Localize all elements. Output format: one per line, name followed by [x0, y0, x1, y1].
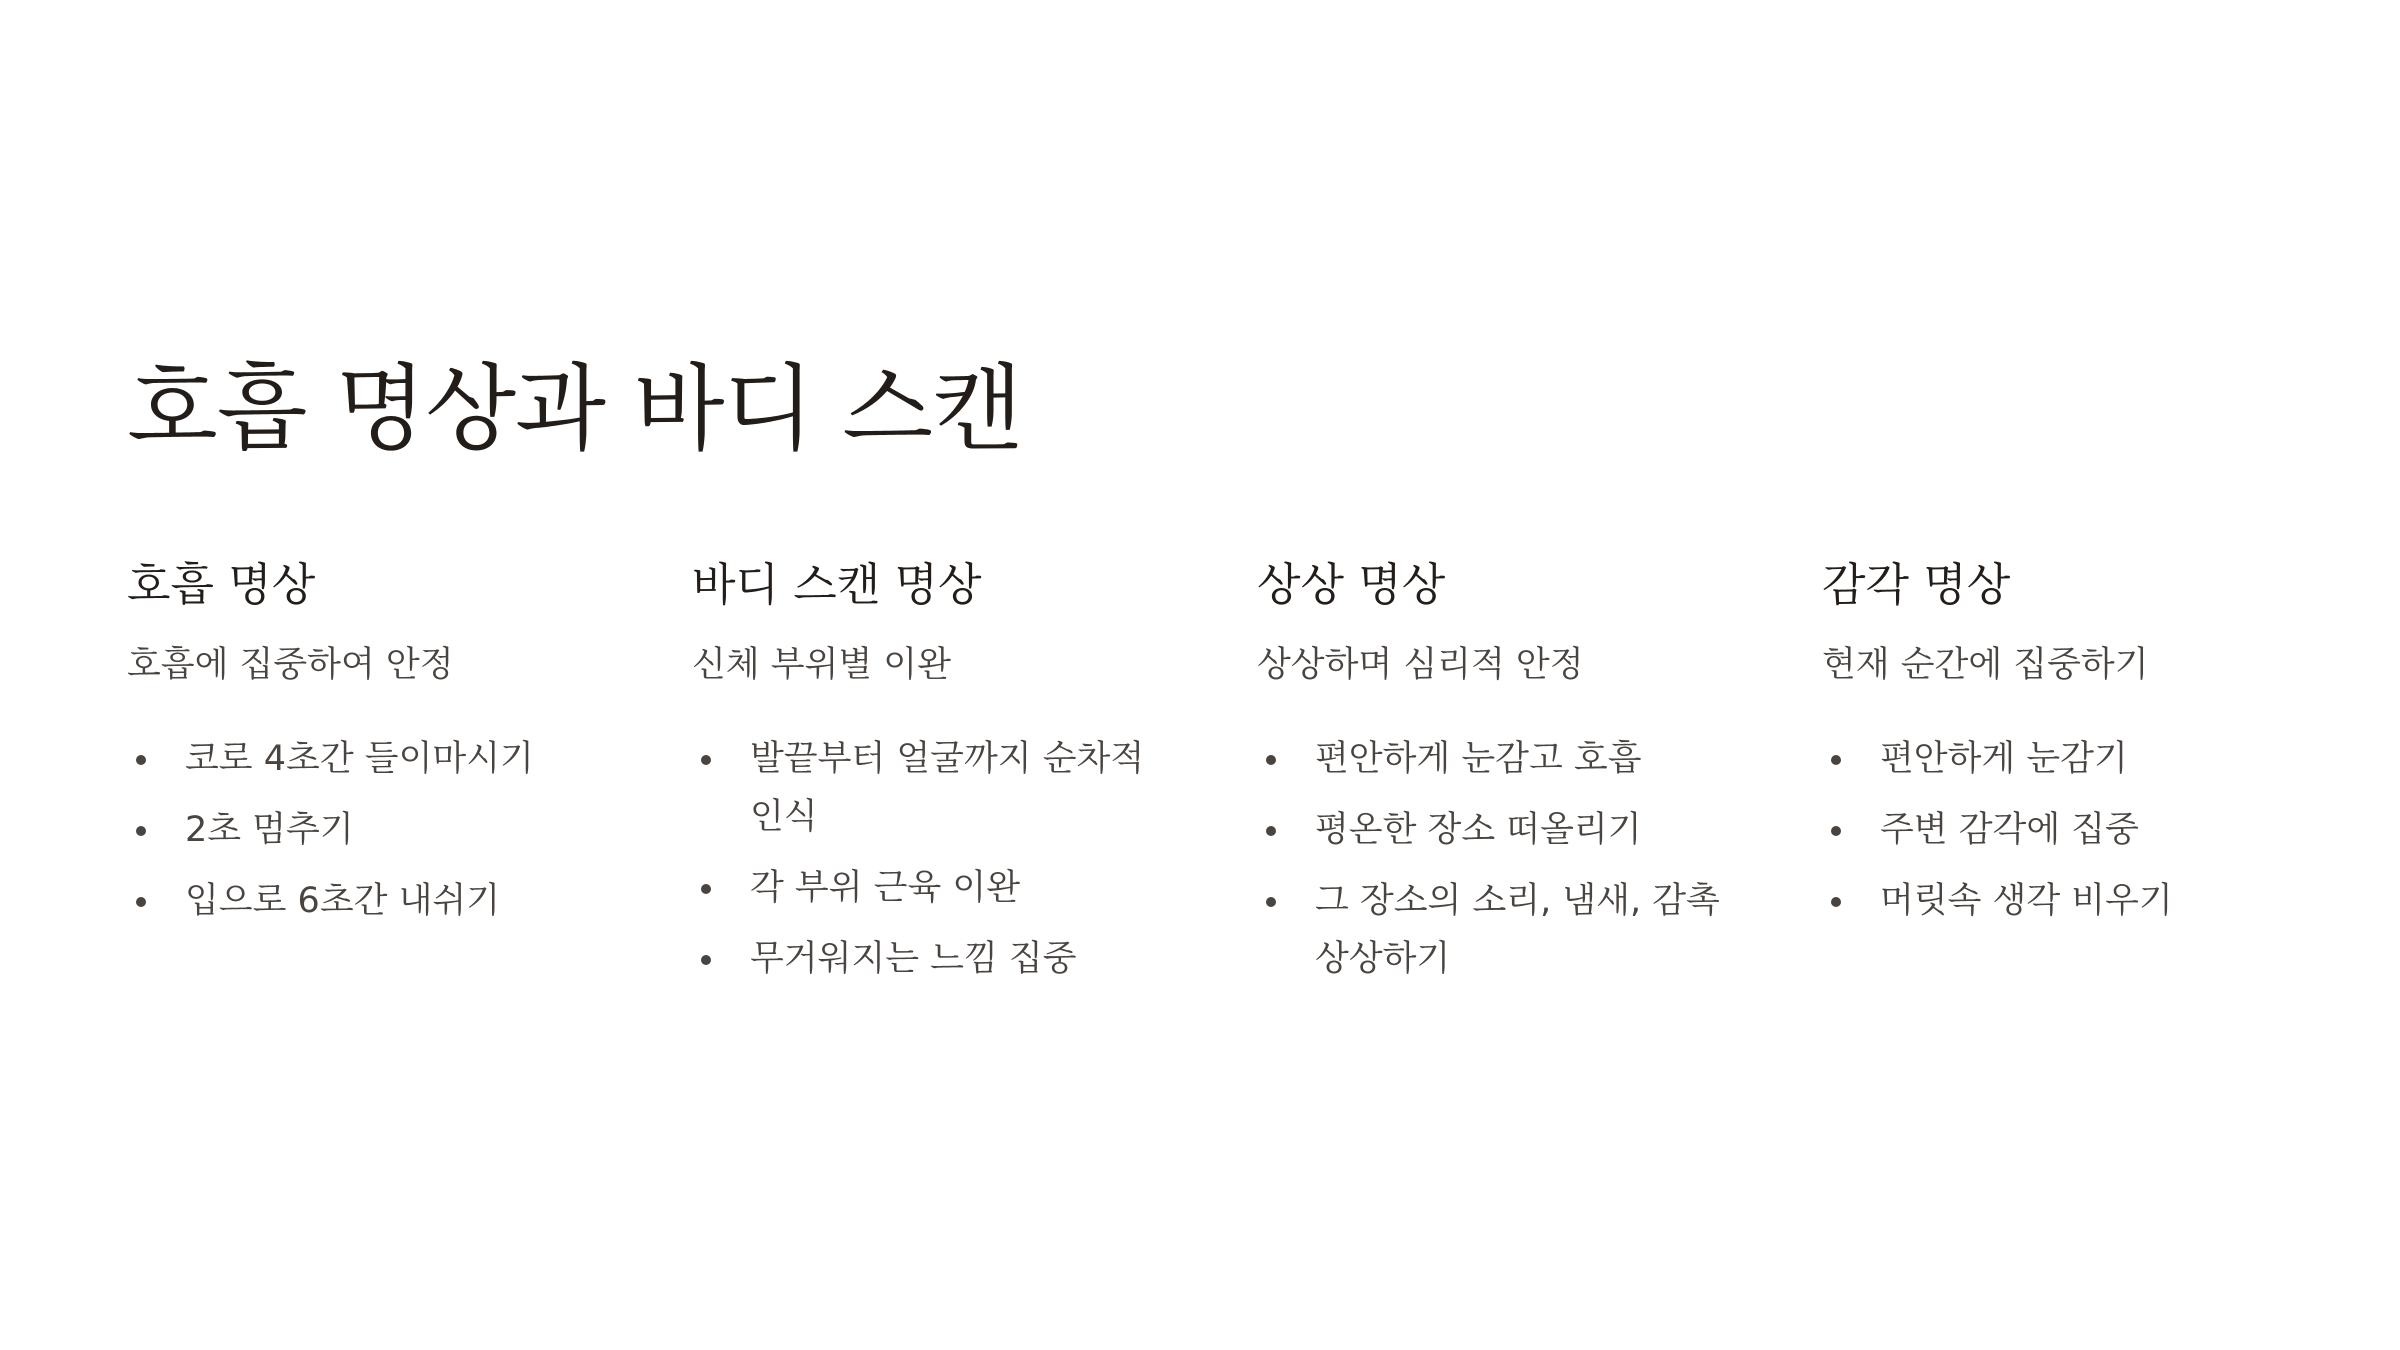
- bullet-dot-icon: [1831, 826, 1841, 836]
- column-subtitle: 호흡에 집중하여 안정: [127, 645, 454, 685]
- bullet-dot-icon: [136, 897, 146, 907]
- bullet-text: 발끝부터 얼굴까지 순차적 인식: [750, 739, 1145, 837]
- bullet-item: [692, 859, 1185, 917]
- bullet-item: [1257, 801, 1750, 859]
- bullet-item: [127, 730, 620, 788]
- column-title: 상상 명상: [1257, 558, 1446, 611]
- bullet-dot-icon: [1266, 897, 1276, 907]
- bullet-list: [127, 730, 692, 930]
- bullet-text: 편안하게 눈감고 호흡: [1315, 739, 1642, 779]
- bullet-text: 2초 멈추기: [185, 810, 354, 850]
- bullet-dot-icon: [1831, 897, 1841, 907]
- column-title: 바디 스캔 명상: [692, 558, 982, 611]
- slide-title: 호흡 명상과 바디 스캔: [127, 355, 1022, 464]
- bullet-item: [1822, 730, 2315, 788]
- bullet-item: [1257, 730, 1750, 788]
- bullet-dot-icon: [701, 755, 711, 765]
- column-subtitle: 신체 부위별 이완: [692, 645, 951, 685]
- column-sensory: [1822, 556, 2387, 1001]
- column-title: 감각 명상: [1822, 558, 2011, 611]
- bullet-item: [127, 801, 620, 859]
- bullet-text: 주변 감각에 집중: [1880, 810, 2139, 850]
- bullet-dot-icon: [136, 755, 146, 765]
- bullet-item: [127, 872, 620, 930]
- bullet-item: [692, 930, 1185, 988]
- bullet-item: [1257, 872, 1750, 988]
- bullet-text: 그 장소의 소리, 냄새, 감촉 상상하기: [1315, 881, 1720, 979]
- bullet-dot-icon: [1831, 755, 1841, 765]
- column-title: 호흡 명상: [127, 558, 316, 611]
- bullet-dot-icon: [701, 955, 711, 965]
- bullet-dot-icon: [1266, 755, 1276, 765]
- bullet-text: 입으로 6초간 내쉬기: [185, 881, 500, 921]
- bullet-list: [1822, 730, 2387, 930]
- bullet-text: 각 부위 근육 이완: [750, 868, 1021, 908]
- bullet-list: [1257, 730, 1822, 988]
- bullet-item: [692, 730, 1185, 846]
- column-subtitle: 상상하며 심리적 안정: [1257, 645, 1584, 685]
- bullet-list: [692, 730, 1257, 988]
- bullet-text: 편안하게 눈감기: [1880, 739, 2128, 779]
- bullet-dot-icon: [1266, 826, 1276, 836]
- bullet-text: 평온한 장소 떠올리기: [1315, 810, 1642, 850]
- column-imagery: [1257, 556, 1822, 1001]
- bullet-text: 무거워지는 느낌 집중: [750, 939, 1077, 979]
- bullet-dot-icon: [701, 884, 711, 894]
- column-breathing: [127, 556, 692, 1001]
- columns-container: [127, 556, 2307, 1001]
- bullet-text: 머릿속 생각 비우기: [1880, 881, 2173, 921]
- bullet-item: [1822, 872, 2315, 930]
- bullet-item: [1822, 801, 2315, 859]
- bullet-dot-icon: [136, 826, 146, 836]
- bullet-text: 코로 4초간 들이마시기: [185, 739, 534, 779]
- column-subtitle: 현재 순간에 집중하기: [1822, 645, 2149, 685]
- column-body-scan: [692, 556, 1257, 1001]
